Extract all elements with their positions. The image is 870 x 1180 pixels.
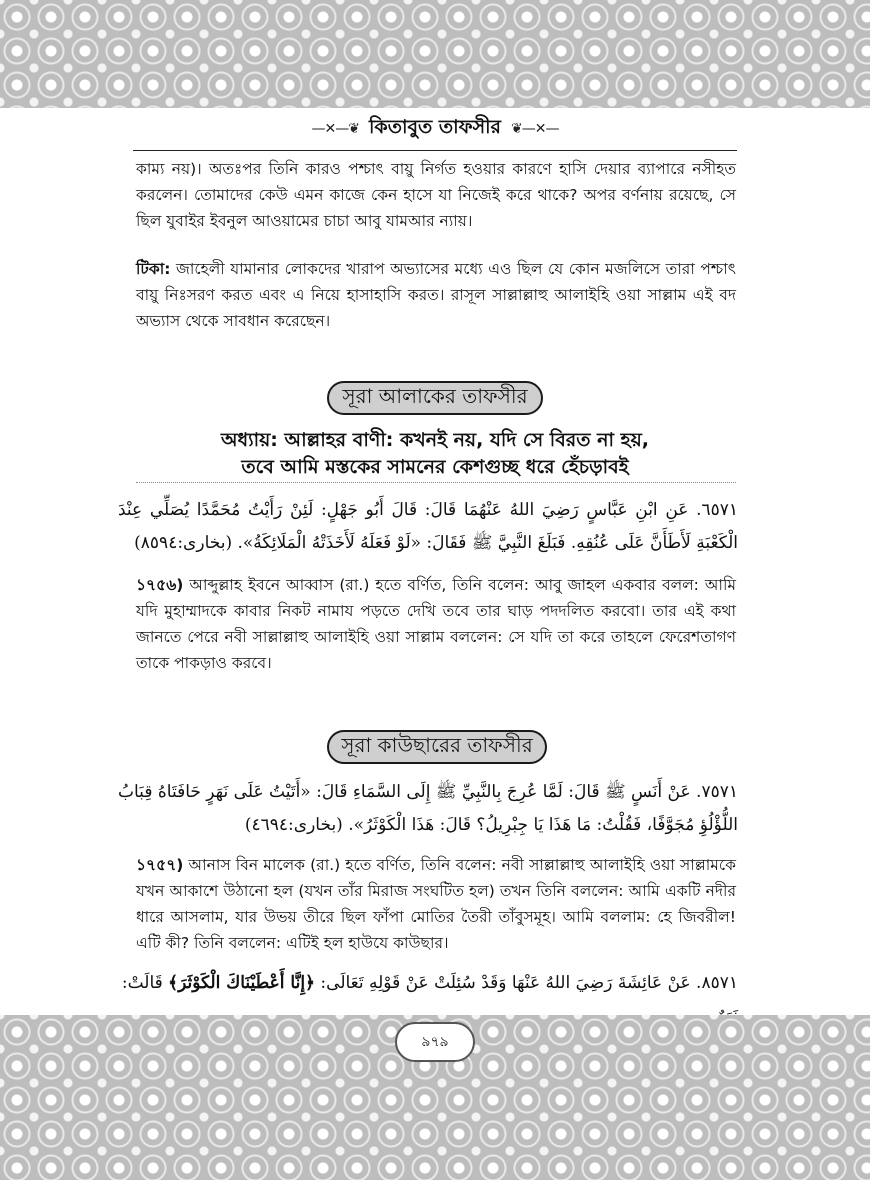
chapter-heading-line2: তবে আমি মস্তকের সামনের কেশগুচ্ছ ধরে হেঁচড়াবই [241,456,629,478]
tika-note [136,256,736,334]
chapter-heading-line1: অধ্যায়: আল্লাহর বাণী: কখনই নয়, যদি সে বিরত না হয়, [220,429,649,451]
arabic-hadith-6571: ٦٥٧١. عَنِ ابْنِ عَبَّاسٍ رَضِيَ اللهُ عَنْهُمَا قَالَ: قَالَ أَبُو جَهْلٍ: لَئِنْ رَأَيْتُ مُحَمَّدًا يُصَلِّي عِنْدَ الْكَعْبَةِ لَأَطَأَنَّ عَلَى عُنُقِهِ. فَبَلَغَ النَّبِيَّ ﷺ فَقَالَ: «لَوْ فَعَلَهُ لَأَخَذَتْهُ الْمَلَائِكَةُ». (بخارى:٨٥٩٤) [118,500,739,553]
arabic-8571-quran: ﴿إِنَّا أَعْطَيْنَاكَ الْكَوْثَرَ﴾ [168,973,316,993]
section-title-alaq: সূরা আলাকের তাফসীর [327,381,543,415]
hadith-text: আব্দুল্লাহ ইবনে আব্বাস (রা.) হতে বর্ণিত, তিনি বলেন: আবু জাহল একবার বলল: আমি যদি মুহাম্মাদকে কাবার নিকট নামায পড়তে দেখি তবে তার ঘাড় পদদলিত করবো। তার এই কথা জানতে পেরে নবী সাল্লাল্লাহু আলাইহি ওয়া সাল্লাম বললেন: সে যদি তা করে তাহলে ফেরেশতাগণ তাকে পাকড়াও করবে। [136,576,736,672]
hadith-number: ১৭৫৭) [136,856,184,874]
ornament-right-icon: ❦—✕— [511,121,559,137]
dotted-divider [136,482,736,483]
hadith-translation-1756 [136,572,736,676]
header-rule [133,150,737,151]
tika-label: টিকা: [136,260,171,278]
arabic-8571-part1: ٨٥٧١. عَنْ عَائِشَةَ رَضِيَ اللهُ عَنْهَا وَقَدْ سُئِلَتْ عَنْ قَوْلِهِ تَعَالَى: [315,973,738,993]
page-title: কিতাবুত তাফসীর [368,116,502,138]
arabic-8571-part3: قَالَتْ: [121,973,163,993]
ornament-left-icon: —✕—❦ [311,121,359,137]
hadith-text: আনাস বিন মালেক (রা.) হতে বর্ণিত, তিনি বলেন: নবী সাল্লাল্লাহু আলাইহি ওয়া সাল্লামকে যখন আকাশে উঠানো হল (যখন তাঁর মিরাজ সংঘটিত হল) তখন তিনি বললেন: আমি একটি নদীর ধারে আসলাম, যার উভয় তীরে ছিল ফাঁপা মোতির তৈরী তাঁবুসমূহ। আমি বললাম: হে জিবরীল! এটি কী? তিনি বললেন: এটিই হল হাউযে কাউছার। [136,856,736,952]
hadith-number: ১৭৫৬) [136,576,184,594]
page-header [0,110,870,148]
decorative-pattern-top [0,0,870,108]
hadith-translation-1757 [136,852,736,956]
arabic-hadith-7571: ٧٥٧١. عَنْ أَنَسٍ ﷺ قَالَ: لَمَّا عُرِجَ بِالنَّبِيِّ ﷺ إِلَى السَّمَاءِ قَالَ: «أَتَيْتُ عَلَى نَهَرٍ حَافَتَاهُ قِبَابُ اللُّؤْلُؤِ مُجَوَّفًا، فَقُلْتُ: مَا هَذَا يَا جِبْرِيلُ؟ قَالَ: هَذَا الْكَوْثَرُ». (بخارى:٤٦٩٤) [118,782,738,835]
page-number: ৯৭৯ [395,1022,475,1062]
paragraph-continuation: কাম্য নয়)। অতঃপর তিনি কারও পশ্চাৎ বায়ু নির্গত হওয়ার কারণে হাসি দেয়ার ব্যাপারে নসীহত করলেন। তোমাদের কেউ এমন কাজে কেন হাসে যা নিজেই করে থাকে? অপর বর্ণনায় রয়েছে, সে ছিল যুবাইর ইবনুল আওয়ামের চাচা আবু যামআর ন্যায়। [136,160,736,230]
tika-text: জাহেলী যামানার লোকদের খারাপ অভ্যাসের মধ্যে এও ছিল যে কোন মজলিসে তারা পশ্চাৎ বায়ু নিঃসরণ করত এবং এ নিয়ে হাসাহাসি করত। রাসূল সাল্লাল্লাহু আলাইহি ওয়া সাল্লাম এই বদ অভ্যাস থেকে সাবধান করেছেন। [136,260,736,330]
section-title-kawthar: সূরা কাউছারের তাফসীর [327,730,547,764]
